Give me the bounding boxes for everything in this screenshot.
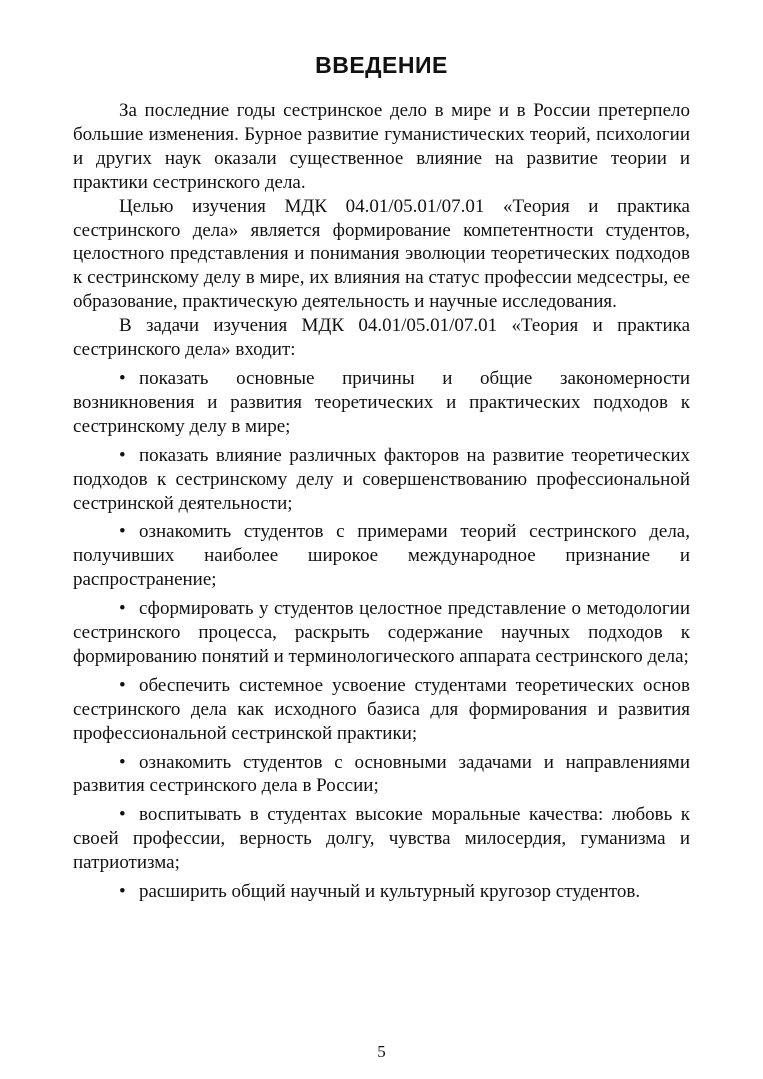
task-text: показать основные причины и общие закономерности возникновения и развития теоретических и практических подходов к сестринскому делу в мире; (73, 367, 690, 437)
bullet-icon: • (119, 881, 126, 903)
task-list (73, 367, 690, 904)
page-number: 5 (377, 1042, 386, 1061)
task-text: воспитывать в студентах высокие моральные качества: любовь к своей профессии, верность долгу, чувства милосердия, гуманизма и патриотизма; (73, 804, 690, 874)
task-list-item (73, 751, 690, 799)
task-list-item (73, 597, 690, 669)
bullet-icon: • (119, 444, 126, 466)
task-list-item (73, 880, 690, 904)
task-list-item (73, 803, 690, 875)
bullet-icon: • (119, 674, 126, 696)
introduction-body (73, 99, 690, 904)
bullet-icon: • (119, 521, 126, 543)
paragraph-intro: За последние годы сестринское дело в мире и в России претерпело большие изменения. Бурное развитие гуманистических теорий, психологии и других наук оказали существенное влияние на развитие теории и практики сестринского дела. (73, 100, 690, 193)
task-text: ознакомить студентов с основными задачами и направлениями развития сестринского дела в России; (73, 751, 690, 797)
task-text: сформировать у студентов целостное представление о методологии сестринского процесса, раскрыть содержание научных подходов к формированию понятий и терминологического аппарата сестринского дела; (73, 598, 690, 667)
paragraph-goal: Целью изучения МДК 04.01/05.01/07.01 «Теория и практика сестринского дела» является формирование компетентности студентов, целостного представления и понимания эволюции теоретических подходов к сестринскому делу в мире, их влияния на статус профессии медсестры, ее образование, практическую деятельность и научные исследования. (73, 195, 690, 313)
paragraph-tasks-lead: В задачи изучения МДК 04.01/05.01/07.01 «Теория и практика сестринского дела» входит: (73, 315, 690, 361)
task-text: ознакомить студентов с примерами теорий сестринского дела, получивших наиболее широкое международное признание и распространение; (73, 521, 690, 591)
page-title: ВВЕДЕНИЕ (315, 52, 448, 78)
bullet-icon: • (119, 598, 126, 620)
task-text: показать влияние различных факторов на развитие теоретических подходов к сестринскому делу и совершенствованию профессиональной сестринской деятельности; (73, 444, 690, 514)
task-list-item (73, 444, 690, 516)
task-list-item (73, 674, 690, 746)
task-list-item (73, 367, 690, 439)
bullet-icon: • (119, 804, 126, 826)
task-text: обеспечить системное усвоение студентами теоретических основ сестринского дела как исходного базиса для формирования и развития профессиональной сестринской практики; (73, 674, 690, 744)
bullet-icon: • (119, 367, 126, 389)
bullet-icon: • (119, 751, 126, 773)
task-list-item (73, 520, 690, 592)
task-text: расширить общий научный и культурный кругозор студентов. (139, 881, 641, 903)
